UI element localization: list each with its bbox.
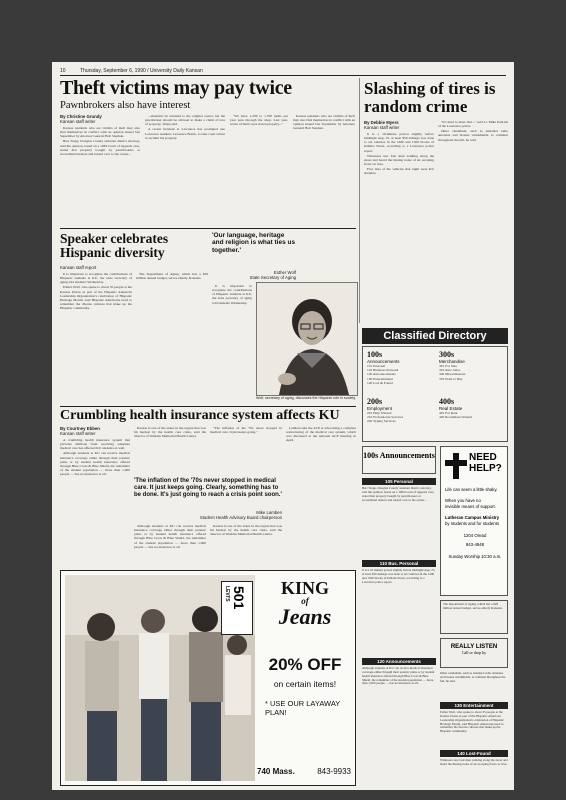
category-100s-item-5: 140 Lost & Found	[367, 380, 393, 385]
health-body-3: Kansas is one of the states in the region that was hit hardest by the health care crisis, said the director of Watkins Memorial Health Center.	[134, 426, 206, 439]
category-200s-name: Employment	[367, 406, 393, 411]
category-400s-item-1: 401 For Rent	[439, 411, 458, 415]
health-body-2b: Although students at KU can receive medical insurance coverage either through their parents' plans or by student health insurance offered through Blue Cross & Blue Shield, the remainder of the student population — more than 1,000 people — has no insurance at all.	[134, 524, 206, 549]
speaker-byline: Kansan staff report	[60, 265, 97, 270]
health-column-3	[210, 426, 282, 476]
theft-headline: Theft victims may pay twice	[60, 77, 292, 99]
theft-body-4: "We have 1,200 to 1,700 items per year pass through the shop. Last year, seven of them were stolen property..."	[230, 114, 288, 127]
health-column-1	[60, 438, 130, 566]
category-100s-item-3: 120 Announcements	[367, 372, 396, 377]
classified-directory-box	[362, 346, 508, 442]
speaker-quote-name: Esther Wolf	[273, 270, 296, 275]
jeans-ad[interactable]	[60, 570, 356, 786]
health-byline-name: By Courtney Ebben	[60, 426, 100, 431]
jeans-layaway: * USE OUR LAYAWAY PLAN!	[265, 699, 341, 717]
theft-byline	[60, 114, 140, 124]
category-300s-item-3: 340 Miscellaneous	[439, 372, 466, 377]
category-300s-item-2: 310 Auto Sales	[439, 368, 461, 373]
slashing-column-2	[438, 120, 508, 322]
theft-body-1b: Kansas residents who are victims of theft may also find themselves in conflict with an opinion issued last September by Attorney General Bob Stephan.	[293, 114, 355, 131]
theft-column-1	[60, 126, 140, 226]
need-help-phone: 843-4948	[465, 541, 485, 547]
levis-number: 501	[231, 586, 247, 610]
category-400s[interactable]	[439, 397, 505, 419]
jeans-phone: 843-9933	[317, 767, 351, 776]
need-help-text	[445, 487, 505, 559]
levis-tag	[221, 581, 253, 635]
jeans-title-of: of	[301, 596, 309, 606]
need-help-title: NEED HELP?	[469, 452, 502, 474]
small-ad-1[interactable]	[440, 600, 508, 634]
speaker-column-1	[60, 272, 132, 404]
entertainment-bar: 130 Entertainment	[440, 702, 508, 709]
slashing-byline-role: Kansan staff writer	[364, 125, 400, 131]
speaker-body-1: It is important to recognize the contributions of Hispanic students at KU, the state secretary of aging told students Wednesday.	[60, 272, 132, 285]
category-100s-item-4: 130 Entertainment	[367, 376, 393, 381]
category-300s-item-1: 301 For Sale	[439, 364, 457, 368]
jeans-ad-footer	[257, 767, 353, 776]
slashing-body-3: Five tires of the vehicles that night were KU students.	[364, 167, 434, 176]
category-100s-item-2: 110 Business Personal	[367, 368, 399, 373]
health-column-2b	[134, 524, 206, 566]
jeans-title-king: KING	[280, 578, 329, 598]
health-body-4: "The inflation of the '70s never stopped in medical care. It just keeps going."	[210, 426, 282, 435]
personal-listing: Bert Trupp, Douglas County assistant district attorney, said the opinion, based on a 1984 Court of Appeals case, stated that property bought by pawnbrokers or secondhand dealers and turned over to the owner...	[362, 487, 435, 502]
small-ad-1-text: The Department of Aging, which has a $29 million annual budget, serves elderly Kansans.	[443, 602, 503, 610]
theft-body-1: Kansas residents who are victims of theft may also find themselves in conflict with an opinion issued last September by Attorney General Bob Stephan.	[60, 126, 140, 139]
lost-found-bar: 140 Lost-Found	[440, 750, 508, 757]
theft-column-4	[293, 114, 355, 206]
speaker-column-3	[212, 284, 252, 404]
need-help-ad[interactable]	[440, 446, 508, 596]
health-quote-name: Mike Lamben	[256, 510, 282, 515]
speaker-pull-quote: 'Our language, heritage and religion is what ties us together.'	[212, 232, 296, 254]
lost-found-listing: Witnesses saw four men walking along the street and heard the hissing noise of air escaping from car tires.	[440, 759, 508, 766]
jeans-ad-photo	[65, 575, 255, 781]
category-300s-item-4: 370 Want to Buy	[439, 376, 463, 381]
health-rule	[60, 406, 356, 407]
slashing-byline-name: By Debbie Myers	[364, 120, 399, 125]
header-rule	[60, 75, 506, 76]
category-400s-num: 400s	[439, 397, 455, 406]
announcements-listing: Although students at KU can receive medical insurance coverage either through their parents' plans or by student health insurance offered through Blue Cross & Blue Shield, the remainder of the student population — more than 1,000 people — has no insurance at all.	[362, 667, 435, 686]
category-200s-num: 200s	[367, 397, 383, 406]
need-help-worship: Sunday Worship 10:30 a.m.	[448, 553, 502, 559]
speaker-body-3: The Department of Aging, which has a $29 million annual budget, serves elderly Kansans.	[136, 272, 208, 281]
health-column-4	[286, 426, 356, 566]
category-100s-name: Announcements	[367, 359, 400, 364]
category-300s-num: 300s	[439, 350, 455, 359]
slashing-headline: Slashing of tires is random crime	[364, 79, 496, 116]
business-personal-bar: 110 Bus. Personal	[362, 560, 436, 567]
need-help-line1: Life can seem a little shaky.	[445, 487, 498, 492]
health-column-3b	[210, 524, 282, 566]
speaker-column-2	[136, 272, 208, 404]
classified-title: Classified Directory	[362, 328, 508, 344]
need-help-church-sub: by students and for students	[445, 521, 499, 527]
category-300s-name: Merchandise	[439, 359, 465, 364]
slashing-column-1	[364, 132, 434, 322]
jeans-offer-small: on certain items!	[273, 679, 337, 689]
entertainment-listing: Esther Wolf, who spoke to about 35 people at the Kansas Union as part of the Hispanic American Leadership Organization's celebration of Hispanic Heritage Month, said Hispanic Americans need to remember the diverse cultures that make up the Hispanic community.	[440, 711, 504, 734]
health-byline-role: Kansan staff writer	[60, 431, 96, 437]
health-quote-attrib	[134, 510, 282, 520]
theft-column-2	[145, 114, 225, 226]
health-body-2: Although students at KU can receive medical insurance coverage either through their parents' plans or by student health insurance offered through Blue Cross & Blue Shield, the remainder of the student population — more than 1,000 people — has no insurance at all.	[60, 451, 130, 476]
page-number: 10	[60, 68, 66, 74]
category-100s-num: 100s	[367, 350, 383, 359]
health-body-1: A crumbling health insurance system that prevents millions from receiving adequate medical care has affected KU students as well.	[60, 438, 130, 451]
theft-body-2: Bert Trupp, Douglas County assistant district attorney, said the opinion, based on a 1984 Court of Appeals case, stated that property bought by pawnbrokers or secondhand dealers and turned over to the owner...	[60, 139, 140, 156]
speaker-headline: Speaker celebrates Hispanic diversity	[60, 231, 169, 261]
health-body-5: Lamben said the ACP is advocating a complete restructuring of the medical care system, which was discussed at the national ACP meeting in April.	[286, 426, 356, 443]
cross-icon	[445, 453, 467, 479]
column-divider	[359, 78, 360, 323]
category-400s-name: Real Estate	[439, 406, 463, 411]
speaker-quote-title: State Secretary of Aging	[249, 275, 296, 281]
jeans-address: 740 Mass.	[257, 767, 295, 776]
health-body-3b: Kansas is one of the states in the region that was hit hardest by the health care crisis, said the director of Watkins Memorial Health Center.	[210, 524, 282, 537]
speaker-quote-attrib	[212, 270, 296, 280]
health-headline: Crumbling health insurance system affects KU	[60, 408, 340, 423]
wolf-photo	[256, 282, 358, 396]
really-listen-title: REALLY LISTEN	[450, 644, 498, 650]
slashing-byline	[364, 120, 434, 130]
need-help-line2: When you have no	[445, 497, 481, 503]
announcements-bar: 120 Announcements	[362, 658, 436, 665]
theft-deck: Pawnbrokers also have interest	[60, 100, 191, 111]
need-help-church: Lutheran Campus Ministry	[445, 515, 500, 521]
business-listing: It is a 10-minute period slightly before midnight Aug. 25, at least $50 damage was done to six vehicles in the 1400 and 1500 blocks of Indiana Street, according to a Lawrence police report.	[362, 569, 436, 584]
jeans-ad-title	[257, 579, 353, 628]
slashing-body-4: "It's hard to deter that..." said Lt. Mike Pattrick of the Lawrence police.	[438, 120, 508, 129]
theft-column-3	[230, 114, 288, 206]
category-300s[interactable]	[439, 350, 505, 381]
category-200s-item-2: 210 Professional Services	[367, 415, 404, 420]
jeans-title-jeans: Jeans	[278, 604, 332, 629]
health-column-2	[134, 426, 206, 476]
really-listen-sub: Call or drop by	[461, 650, 487, 655]
announcements-title: 100s Announcements	[363, 451, 435, 460]
wolf-photo-caption: Wolf, secretary of aging, discusses the Hispanic role in society.	[256, 396, 356, 400]
announcements-header	[362, 446, 436, 474]
theft-byline-role: Kansan staff writer	[60, 119, 96, 125]
theft-body-3: ...shouldn't be returned to the original owner, but the pawnbroker should be allowed to make a claim of loss of property, Trupp said.	[145, 114, 225, 127]
really-listen-ad[interactable]	[440, 638, 508, 668]
slashing-body-1: It is a 10-minute period slightly before midnight Aug. 25, at least $50 damage was done to six vehicles in the 1400 and 1500 blocks of Indiana Street, according to a Lawrence police report.	[364, 132, 434, 153]
category-200s-item-3: 220 Typing Services	[367, 419, 396, 424]
levis-brand: LEVI'S	[224, 586, 230, 602]
category-400s-item-2: 420 Roommate Wanted	[439, 415, 472, 420]
need-help-line3: invisible means of support.	[445, 503, 496, 509]
personal-bar: 105 Personal	[362, 478, 436, 485]
slashing-body-2: Witnesses saw four men walking along the street and heard the hissing noise of air escaping from car tires.	[364, 153, 434, 166]
theft-body-5: A recent incident at Lawrence has prompted one Lawrence resident, Lawrence Bottle, to take court action to reclaim his property.	[145, 127, 225, 140]
speaker-body-1b: It is important to recognize the contributions of Hispanic students at KU, the state secretary of aging told students Wednesday.	[212, 284, 252, 305]
health-byline	[60, 426, 130, 436]
need-help-address: 1204 Oread	[463, 532, 487, 538]
health-quote-title: Student Health Advisory Board chairperson	[199, 515, 282, 521]
newspaper-page	[52, 62, 514, 790]
speaker-body-2: Esther Wolf, who spoke to about 35 people at the Kansas Union as part of the Hispanic American Leadership Organization's celebration of Hispanic Heritage Month, said Hispanic Americans need to remember the diverse cultures that make up the Hispanic community.	[60, 285, 132, 310]
category-100s-item-1: 101 Personal	[367, 364, 386, 368]
health-pull-quote: 'The inflation of the '70s never stopped in medical care. It just keeps going. Clearly, something has to be done. It's just going to reach a crisis point soon.'	[134, 478, 282, 498]
category-200s[interactable]	[367, 397, 433, 424]
theft-byline-name: By Christine Grundy	[60, 114, 102, 119]
wolf-photo-illustration	[257, 283, 357, 395]
category-200s-item-1: 201 Help Wanted	[367, 411, 392, 415]
category-100s[interactable]	[367, 350, 433, 385]
right-listing-1: Other vandalism, such as smashed radio antennas and broken windshields, is common throughout the fall, he said.	[440, 672, 506, 683]
jeans-offer-big: 20% OFF	[268, 655, 342, 674]
speaker-rule	[60, 228, 356, 229]
date-line: Thursday, September 6, 1990 / University Daily Kansan	[80, 68, 203, 74]
slashing-body-5: Other vandalism, such as smashed radio antennas and broken windshields, is common throughout the fall, he said.	[438, 129, 508, 142]
